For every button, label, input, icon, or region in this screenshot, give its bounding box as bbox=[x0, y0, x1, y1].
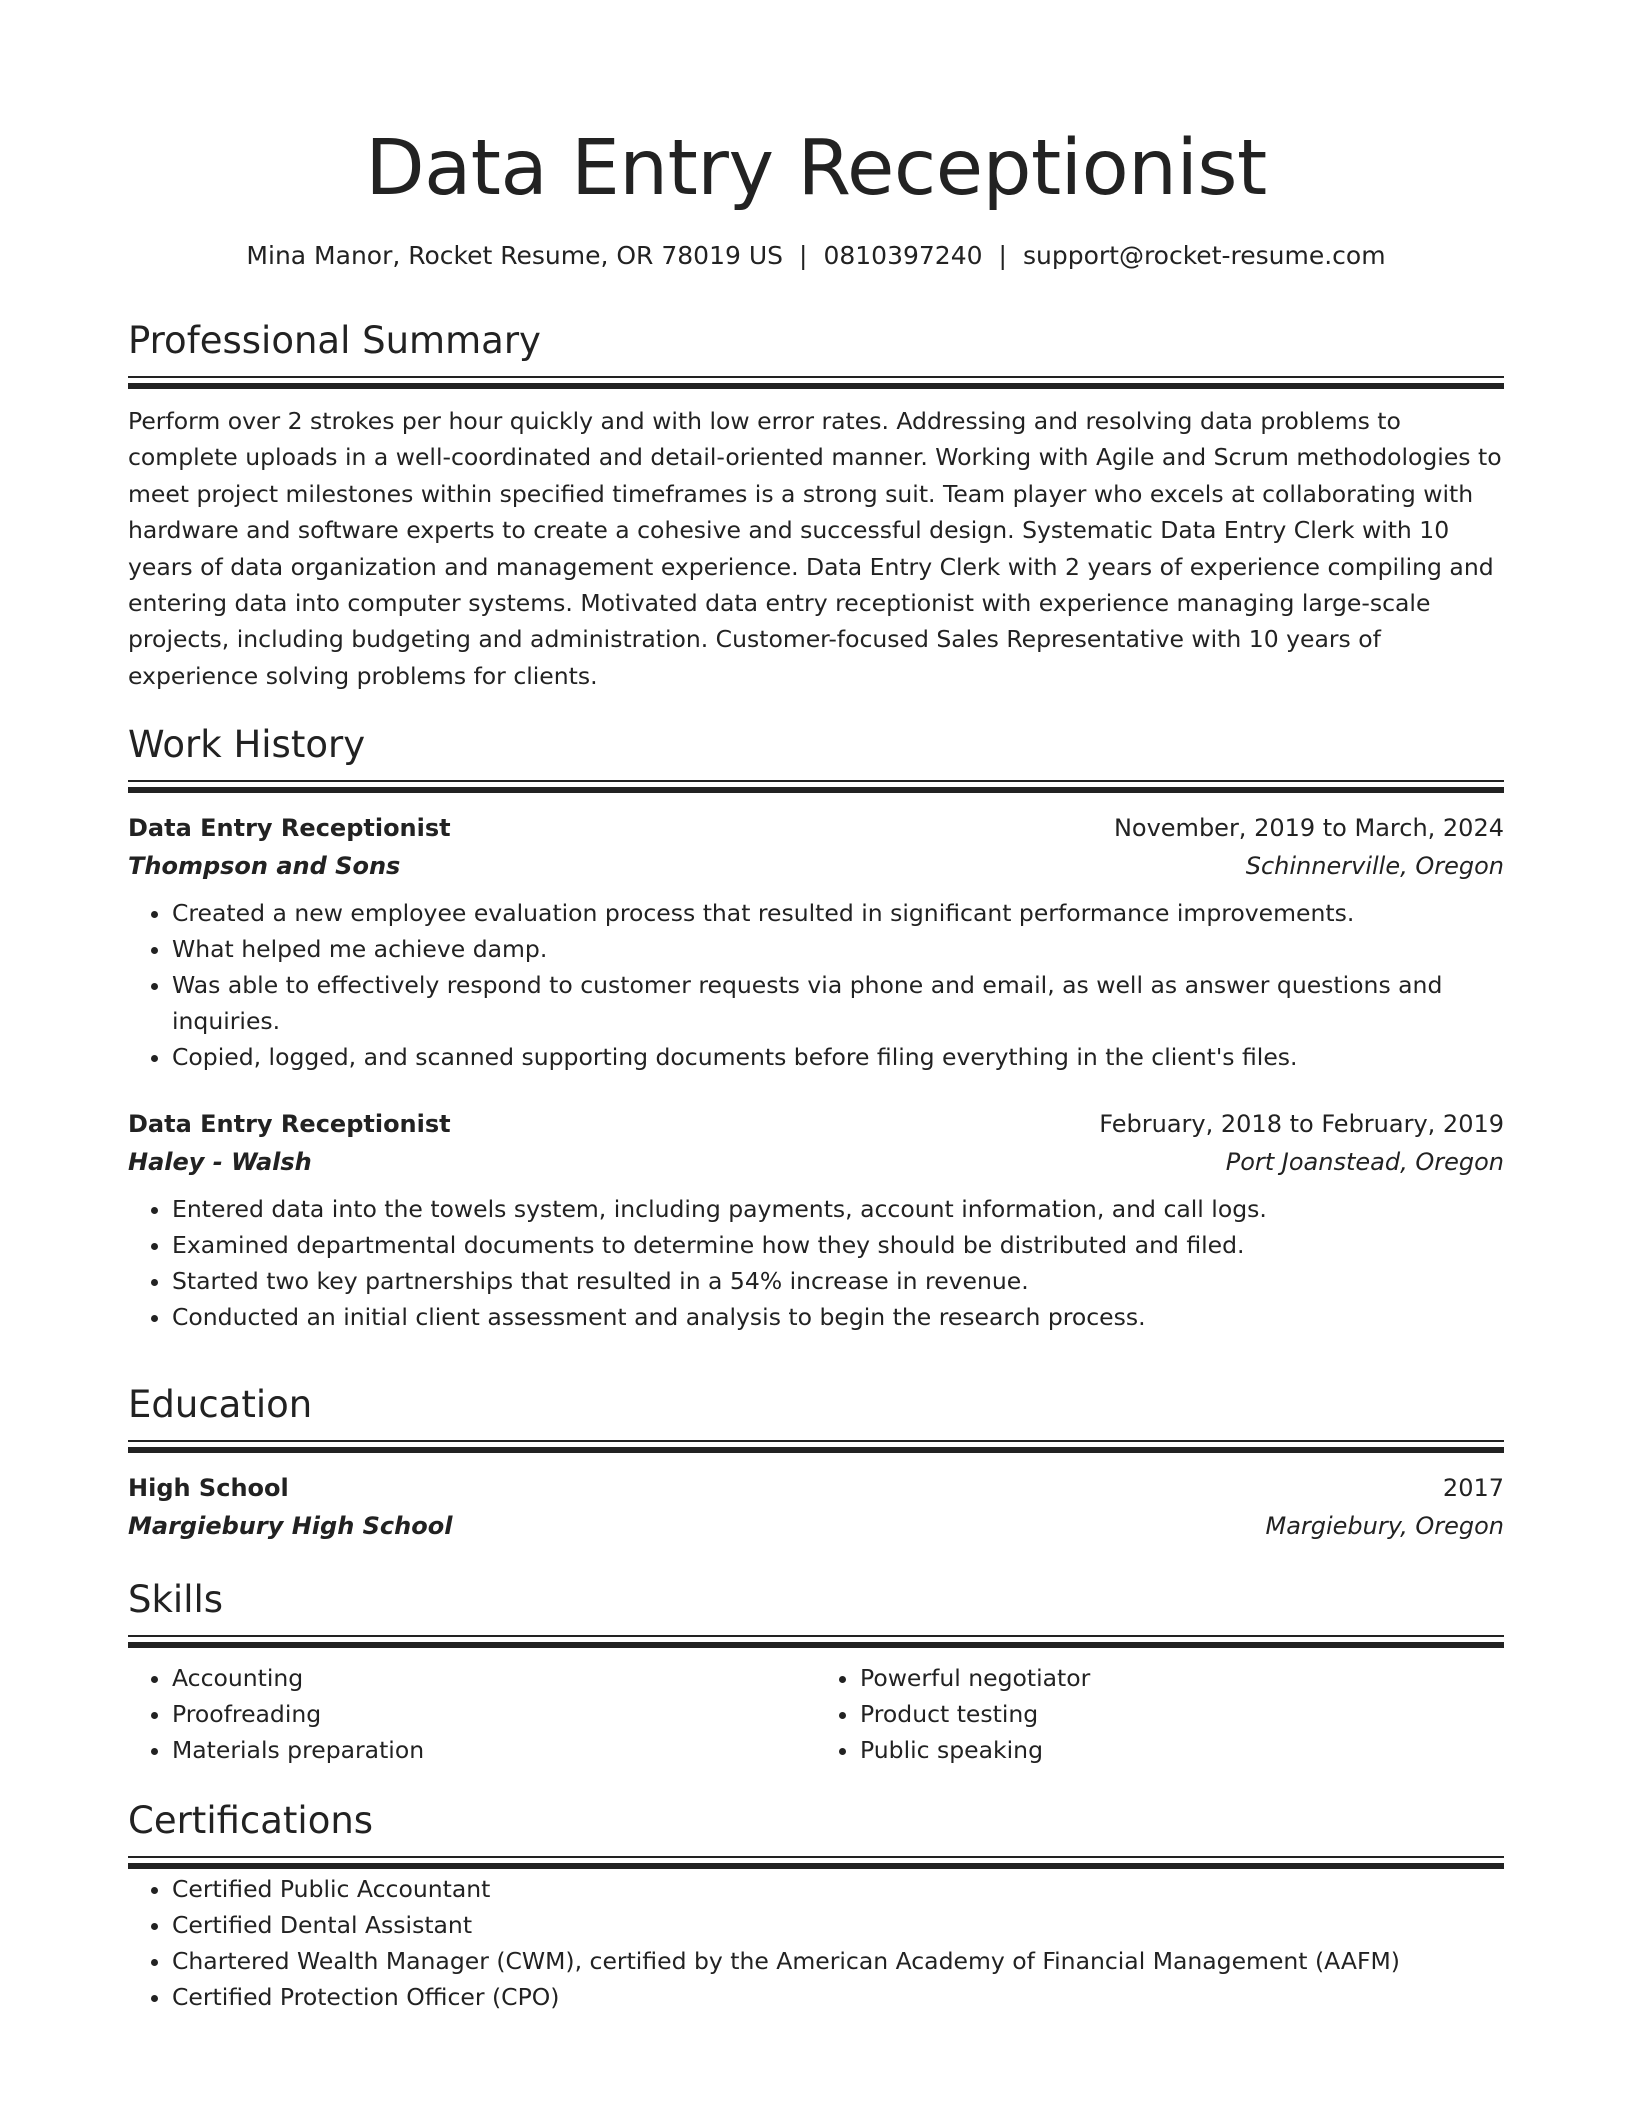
summary-section bbox=[128, 318, 1504, 694]
summary-text: Perform over 2 strokes per hour quickly and with low error rates. Addressing and resolving data problems to complete uploads in a well-coordinated and detail-oriented manner. Working with Agile and Scrum methodologies to meet project milestones within specified timeframes is a strong suit. Team player who excels at collaborating with hardware and software experts to create a cohesive and successful design. Systematic Data Entry Clerk with 10 years of data organization and management experience. Data Entry Clerk with 2 years of experience compiling and entering data into computer systems. Motivated data entry receptionist with experience managing large-scale projects, including budgeting and administration. Customer-focused Sales Representative with 10 years of experience solving problems for clients. bbox=[128, 407, 1502, 690]
job-bullets bbox=[128, 895, 1504, 1075]
list-item: • Copied, logged, and scanned supporting documents before filing everything in the client's files. bbox=[172, 1039, 1504, 1075]
section-heading: Work History bbox=[128, 723, 366, 766]
list-item: • Conducted an initial client assessment and analysis to begin the research process. bbox=[172, 1299, 1504, 1335]
list-item: • Was able to effectively respond to customer requests via phone and email, as well as answer questions and inquiries. bbox=[172, 967, 1504, 1039]
certifications-section bbox=[128, 1798, 1504, 2015]
skill-item: • Proofreading bbox=[172, 1696, 816, 1732]
skills-section bbox=[128, 1577, 1504, 1768]
list-item: • Entered data into the towels system, including payments, account information, and call logs. bbox=[172, 1191, 1504, 1227]
contact-separator: | bbox=[998, 241, 1007, 270]
certification-item: • Certified Dental Assistant bbox=[172, 1907, 1504, 1943]
job-dates: February, 2018 to February, 2019 bbox=[1099, 1110, 1504, 1138]
section-heading: Professional Summary bbox=[128, 319, 541, 362]
education-degree: High School bbox=[128, 1474, 289, 1502]
job-entry bbox=[128, 809, 1504, 1075]
list-item: • What helped me achieve damp. bbox=[172, 931, 1504, 967]
job-entry bbox=[128, 1105, 1504, 1335]
skill-item: • Powerful negotiator bbox=[860, 1660, 1504, 1696]
certifications-list bbox=[128, 1871, 1504, 2015]
skill-item: • Accounting bbox=[172, 1660, 816, 1696]
job-title: Data Entry Receptionist bbox=[128, 1110, 451, 1138]
education-location: Margiebury, Oregon bbox=[1265, 1512, 1504, 1540]
certification-item: • Certified Public Accountant bbox=[172, 1871, 1504, 1907]
job-bullets bbox=[128, 1191, 1504, 1335]
work-history-section bbox=[128, 722, 1504, 1335]
contact-address: Mina Manor, Rocket Resume, OR 78019 US bbox=[246, 241, 784, 270]
skill-item: • Materials preparation bbox=[172, 1732, 816, 1768]
education-section bbox=[128, 1382, 1504, 1545]
job-dates: November, 2019 to March, 2024 bbox=[1113, 814, 1504, 842]
skills-list-left bbox=[128, 1660, 816, 1768]
job-company: Thompson and Sons bbox=[128, 852, 401, 880]
resume-title: Data Entry Receptionist bbox=[365, 124, 1267, 213]
job-location: Schinnerville, Oregon bbox=[1245, 852, 1504, 880]
list-item: • Created a new employee evaluation process that resulted in significant performance improvements. bbox=[172, 895, 1504, 931]
contact-email: support@rocket-resume.com bbox=[1022, 241, 1386, 270]
contact-phone: 0810397240 bbox=[823, 241, 983, 270]
certification-item: • Chartered Wealth Manager (CWM), certified by the American Academy of Financial Management (AAFM) bbox=[172, 1943, 1504, 1979]
education-school: Margiebury High School bbox=[128, 1512, 453, 1540]
contact-line bbox=[128, 238, 1504, 274]
job-location: Port Joanstead, Oregon bbox=[1225, 1148, 1504, 1176]
skills-list-right bbox=[816, 1660, 1504, 1768]
list-item: • Started two key partnerships that resulted in a 54% increase in revenue. bbox=[172, 1263, 1504, 1299]
section-divider bbox=[128, 780, 1504, 793]
section-heading: Skills bbox=[128, 1578, 224, 1621]
section-divider bbox=[128, 1440, 1504, 1453]
section-divider bbox=[128, 1635, 1504, 1648]
section-heading: Certifications bbox=[128, 1799, 374, 1842]
list-item: • Examined departmental documents to determine how they should be distributed and filed. bbox=[172, 1227, 1504, 1263]
job-company: Haley - Walsh bbox=[128, 1148, 312, 1176]
section-divider bbox=[128, 1856, 1504, 1869]
job-title: Data Entry Receptionist bbox=[128, 814, 451, 842]
skill-item: • Public speaking bbox=[860, 1732, 1504, 1768]
section-heading: Education bbox=[128, 1383, 313, 1426]
section-divider bbox=[128, 376, 1504, 389]
education-year: 2017 bbox=[1442, 1474, 1504, 1502]
contact-separator: | bbox=[799, 241, 808, 270]
certification-item: • Certified Protection Officer (CPO) bbox=[172, 1979, 1504, 2015]
skill-item: • Product testing bbox=[860, 1696, 1504, 1732]
